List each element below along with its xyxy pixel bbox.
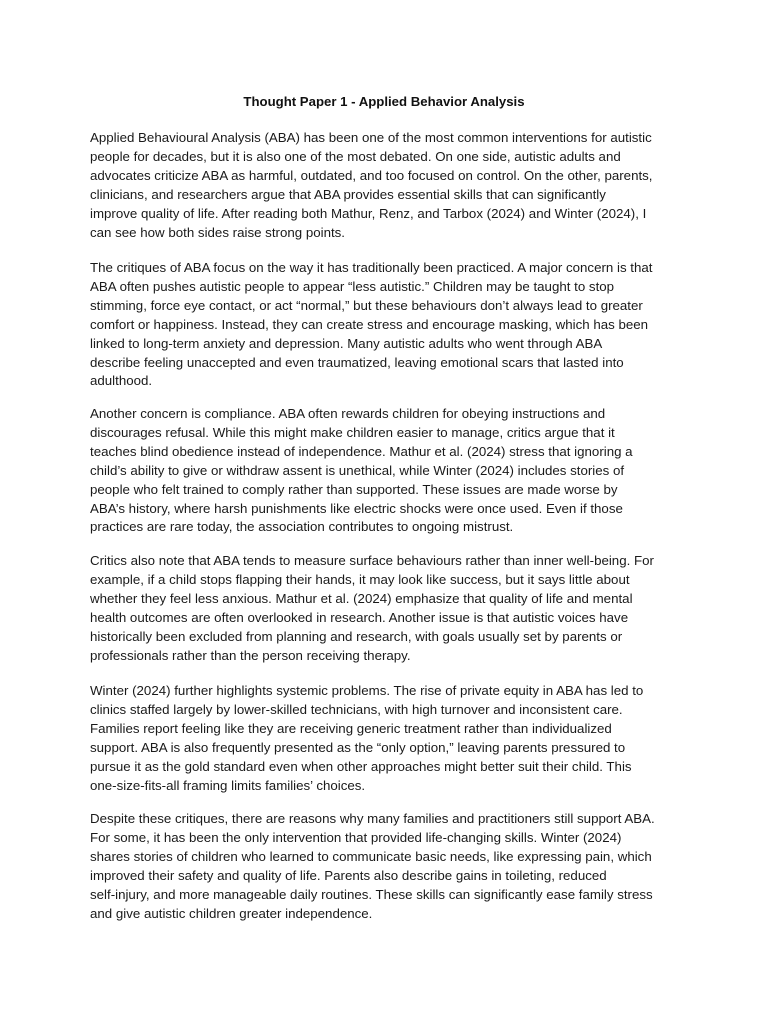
paragraph-line: self-injury, and more manageable daily routines. These skills can significantly ease family stress — [90, 886, 653, 902]
paragraph-line: adulthood. — [90, 373, 153, 389]
paragraph-line: shares stories of children who learned to communicate basic needs, like expressing pain, which — [90, 848, 652, 864]
paragraph-line: Another concern is compliance. ABA often rewards children for obeying instructions and — [90, 406, 606, 421]
paragraph-line: historically been excluded from planning and research, with goals usually set by parents or — [90, 628, 623, 644]
paragraph-line: teaches blind obedience instead of independence. Mathur et al. (2024) stress that ignoring a — [90, 443, 633, 459]
paragraph-line: clinics staffed largely by lower-skilled technicians, with high turnover and inconsistent care. — [90, 701, 623, 717]
paragraph-line: Winter (2024) further highlights systemic problems. The rise of private equity in ABA has led to — [90, 683, 644, 698]
paragraph-line: child’s ability to give or withdraw assent is unethical, while Winter (2024) includes stories of — [90, 462, 625, 478]
paragraph-line: pursue it as the gold standard even when other approaches might better suit their child. This — [90, 758, 632, 774]
paragraph-critiques — [90, 259, 690, 391]
paragraph-line: support. ABA is also frequently presented as the “only option,” leaving parents pressured to — [90, 739, 626, 755]
paragraph-line: ABA often pushes autistic people to appear “less autistic.” Children may be taught to stop — [90, 278, 615, 294]
paragraph-line: clinicians, and researchers argue that ABA provides essential skills that can significantly — [90, 186, 606, 202]
paragraph-introduction — [90, 129, 690, 242]
paragraph-line: can see how both sides raise strong points. — [90, 224, 346, 240]
paragraph-line: whether they feel less anxious. Mathur et al. (2024) emphasize that quality of life and mental — [90, 590, 633, 606]
paragraph-line: people for decades, but it is also one of the most debated. On one side, autistic adults and — [90, 148, 621, 164]
paragraph-line: improved their safety and quality of life. Parents also describe gains in toileting, reduced — [90, 867, 607, 883]
document-title: Thought Paper 1 - Applied Behavior Analysis — [243, 94, 525, 109]
paragraph-line: and give autistic children greater independence. — [90, 905, 373, 921]
paragraph-line: For some, it has been the only intervention that provided life-changing skills. Winter (2024) — [90, 829, 622, 845]
paragraph-line: ABA’s history, where harsh punishments like electric shocks were once used. Even if those — [90, 500, 623, 516]
paragraph-line: linked to long-term anxiety and depression. Many autistic adults who went through ABA — [90, 335, 603, 351]
paragraph-systemic-problems — [90, 682, 690, 795]
paragraph-line: example, if a child stops flapping their hands, it may look like success, but it says little about — [90, 571, 630, 587]
paragraph-line: improve quality of life. After reading both Mathur, Renz, and Tarbox (2024) and Winter (2024), I — [90, 205, 647, 221]
paragraph-line: discourages refusal. While this might make children easier to manage, critics argue that it — [90, 424, 615, 440]
paragraph-line: people who felt trained to comply rather than supported. These issues are made worse by — [90, 481, 618, 497]
paragraph-line: comfort or happiness. Instead, they can create stress and encourage masking, which has been — [90, 316, 649, 332]
paragraph-line: one-size-fits-all framing limits families’ choices. — [90, 777, 366, 793]
paragraph-line: Despite these critiques, there are reasons why many families and practitioners still support ABA. — [90, 811, 655, 826]
paragraph-line: describe feeling unaccepted and even traumatized, leaving emotional scars that lasted into — [90, 354, 624, 370]
paragraph-compliance — [90, 405, 690, 537]
paragraph-line: Critics also note that ABA tends to measure surface behaviours rather than inner well-being. For — [90, 553, 654, 568]
paragraph-measurement — [90, 552, 690, 665]
paragraph-line: advocates criticize ABA as harmful, outdated, and too focused on control. On the other, parents, — [90, 167, 653, 183]
paragraph-line: health outcomes are often overlooked in research. Another issue is that autistic voices have — [90, 609, 629, 625]
paragraph-line: The critiques of ABA focus on the way it has traditionally been practiced. A major concern is that — [90, 260, 653, 275]
paragraph-line: stimming, force eye contact, or act “normal,” but these behaviours don’t always lead to greater — [90, 297, 643, 313]
paragraph-line: professionals rather than the person receiving therapy. — [90, 647, 411, 663]
paragraph-line: Families report feeling like they are receiving generic treatment rather than individualized — [90, 720, 612, 736]
paragraph-line: practices are rare today, the association contributes to ongoing mistrust. — [90, 519, 514, 535]
paragraph-support — [90, 810, 690, 923]
paragraph-line: Applied Behavioural Analysis (ABA) has been one of the most common interventions for autistic — [90, 130, 652, 145]
